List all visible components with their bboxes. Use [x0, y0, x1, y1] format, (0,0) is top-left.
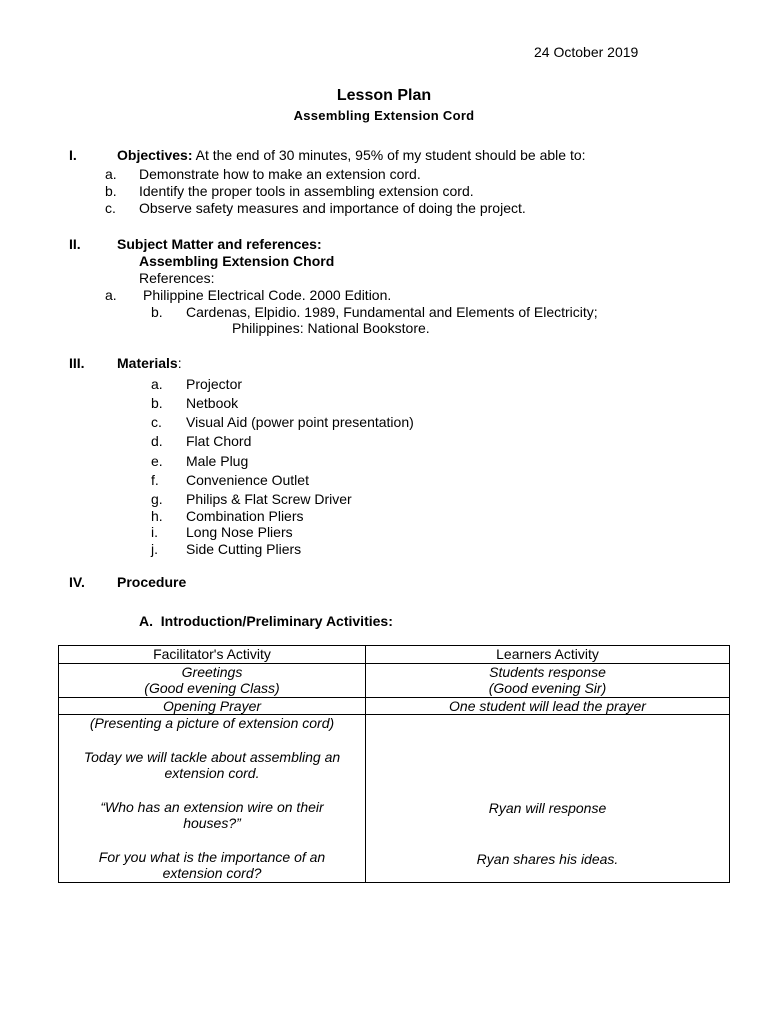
list-letter: i.: [151, 524, 158, 540]
cell-line: houses?”: [183, 815, 241, 831]
subject-topic: Assembling Extension Chord: [139, 253, 335, 269]
list-letter: h.: [151, 508, 163, 524]
list-letter: b.: [151, 395, 163, 411]
table-row: [59, 715, 730, 883]
list-letter: j.: [151, 541, 158, 557]
list-letter: e.: [151, 453, 163, 469]
document-date: 24 October 2019: [534, 44, 639, 60]
table-cell: [59, 663, 366, 697]
material-item: Long Nose Pliers: [186, 524, 293, 540]
objective-item: Observe safety measures and importance of doing the project.: [139, 200, 526, 216]
cell-line: Ryan will response: [488, 800, 607, 816]
material-item: Philips & Flat Screw Driver: [186, 491, 352, 507]
cell-line: extension cord?: [162, 865, 262, 881]
table-cell: [59, 715, 366, 883]
material-item: Netbook: [186, 395, 239, 411]
table-row: [59, 697, 730, 715]
reference-item: Philippine Electrical Code. 2000 Edition.: [143, 287, 392, 303]
list-letter: f.: [151, 472, 159, 488]
cell-line: “Who has an extension wire on their: [100, 798, 324, 815]
material-item: Convenience Outlet: [186, 472, 309, 488]
list-letter: c.: [151, 414, 162, 430]
material-item: Side Cutting Pliers: [186, 541, 302, 557]
list-letter: b.: [151, 304, 163, 320]
objective-item: Identify the proper tools in assembling extension cord.: [139, 183, 474, 199]
material-item: Flat Chord: [186, 433, 252, 449]
objective-item: Demonstrate how to make an extension cord.: [139, 166, 421, 182]
materials-heading: Materials: [117, 355, 178, 371]
cell-line: Ryan shares his ideas.: [476, 850, 619, 867]
section-number: III.: [69, 355, 85, 371]
table-header-facilitator: Facilitator's Activity: [59, 646, 366, 664]
list-letter: a.: [105, 166, 117, 182]
material-item: Combination Pliers: [186, 508, 304, 524]
list-letter: g.: [151, 491, 163, 507]
material-item: Visual Aid (power point presentation): [186, 414, 414, 430]
section-number: I.: [69, 147, 77, 163]
document-title: Lesson Plan: [336, 87, 432, 104]
material-item: Male Plug: [186, 453, 249, 469]
document-subtitle: Assembling Extension Cord: [293, 108, 475, 123]
references-label: References:: [139, 270, 215, 286]
table-cell: [366, 715, 730, 883]
reference-item-continued: Philippines: National Bookstore.: [232, 320, 430, 336]
procedure-heading: Procedure: [117, 574, 187, 590]
procedure-subheading: A. Introduction/Preliminary Activities:: [139, 613, 393, 629]
table-row: [59, 663, 730, 697]
list-letter: a.: [151, 376, 163, 392]
materials-colon: :: [177, 355, 182, 371]
list-letter: a.: [105, 287, 117, 303]
table-header-learners: Learners Activity: [366, 646, 730, 664]
cell-line: Today we will tackle about assembling an: [83, 748, 341, 765]
cell-line: (Good evening Class): [144, 680, 280, 696]
cell-line: (Good evening Sir): [488, 680, 607, 696]
reference-item: Cardenas, Elpidio. 1989, Fundamental and Elements of Electricity;: [186, 304, 598, 320]
subject-heading: Subject Matter and references:: [117, 236, 322, 252]
cell-line: (Presenting a picture of extension cord): [89, 715, 335, 731]
objectives-line: [117, 147, 586, 163]
table-cell: [366, 663, 730, 697]
material-item: Projector: [186, 376, 243, 392]
section-number: IV.: [69, 574, 85, 590]
materials-heading-line: [117, 355, 182, 371]
objectives-intro: At the end of 30 minutes, 95% of my student should be able to:: [195, 147, 586, 163]
activities-table: [58, 645, 730, 883]
cell-line: For you what is the importance of an: [98, 848, 326, 865]
cell-line: Students response: [489, 663, 606, 680]
table-cell: Opening Prayer: [59, 697, 366, 715]
list-letter: b.: [105, 183, 117, 199]
cell-line: extension cord.: [164, 765, 260, 781]
list-letter: d.: [151, 433, 163, 449]
table-header-row: [59, 646, 730, 664]
table-cell: One student will lead the prayer: [366, 697, 730, 715]
objectives-heading: Objectives:: [117, 147, 193, 163]
list-letter: c.: [105, 200, 116, 216]
cell-line: Greetings: [181, 663, 243, 680]
section-number: II.: [69, 236, 81, 252]
